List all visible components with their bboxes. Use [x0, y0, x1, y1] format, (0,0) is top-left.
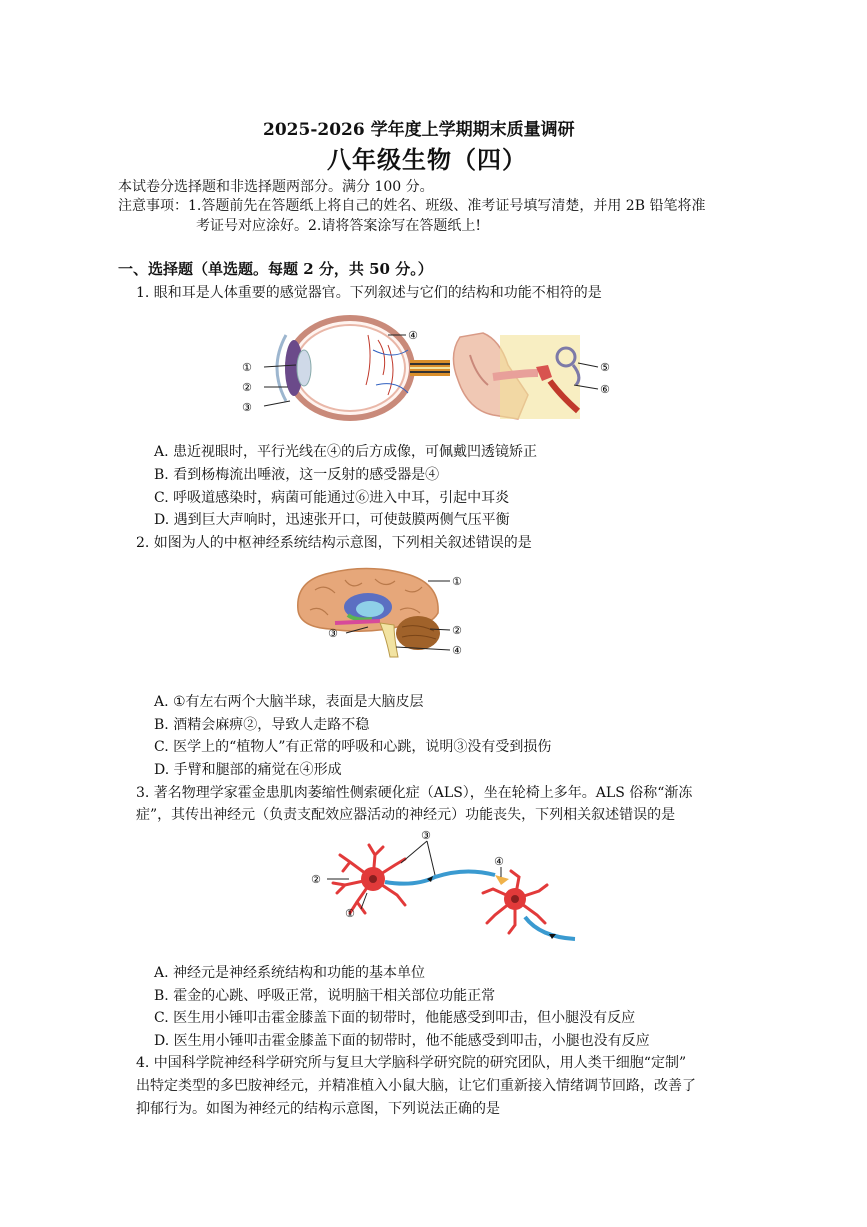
brain-label-4: ④ — [452, 644, 462, 657]
q4-stem-2: 出特定类型的多巴胺神经元，并精准植入小鼠大脑，让它们重新接入情绪调节回路，改善了 — [136, 1078, 696, 1094]
neuron-label-3: ③ — [421, 829, 431, 842]
neuron-label-1: ① — [345, 907, 355, 920]
q2-option-d: D. 手臂和腿部的痛觉在④形成 — [154, 762, 342, 778]
eye-label-1: ① — [242, 361, 252, 374]
ear-label-5: ⑤ — [600, 361, 610, 374]
neuron-figure — [305, 827, 585, 947]
q1-stem: 1. 眼和耳是人体重要的感觉器官。下列叙述与它们的结构和功能不相符的是 — [136, 285, 602, 301]
q4-stem-1: 4. 中国科学院神经科学研究所与复旦大学脑科学研究院的研究团队，用人类干细胞“定制” — [136, 1055, 687, 1071]
q2-option-b: B. 酒精会麻痹②，导致人走路不稳 — [154, 717, 370, 733]
exam-subtitle: 2025-2026 学年度上学期期末质量调研 — [263, 120, 575, 140]
neuron-label-2: ② — [311, 873, 321, 886]
eye-label-2: ② — [242, 381, 252, 394]
q4-stem-3: 抑郁行为。如图为神经元的结构示意图，下列说法正确的是 — [136, 1101, 500, 1117]
notice-line-1: 注意事项：1.答题前先在答题纸上将自己的姓名、班级、准考证号填写清楚，并用 2B 铅笔将准 — [118, 198, 706, 214]
eye-diagram — [264, 318, 450, 418]
q3-option-b: B. 霍金的心跳、呼吸正常，说明脑干相关部位功能正常 — [154, 988, 496, 1004]
brain-label-1: ① — [452, 575, 462, 588]
brain-label-3: ③ — [328, 627, 338, 640]
q3-option-a: A. 神经元是神经系统结构和功能的基本单位 — [154, 965, 426, 981]
q1-option-c: C. 呼吸道感染时，病菌可能通过⑥进入中耳，引起中耳炎 — [154, 490, 510, 506]
q3-option-d: D. 医生用小锤叩击霍金膝盖下面的韧带时，他不能感受到叩击，小腿也没有反应 — [154, 1033, 650, 1049]
q3-stem-2: 症”，其传出神经元（负责支配效应器活动的神经元）功能丧失，下列相关叙述错误的是 — [136, 807, 676, 823]
q3-stem-1: 3. 著名物理学家霍金患肌肉萎缩性侧索硬化症（ALS），坐在轮椅上多年。ALS 俗称“渐冻 — [136, 785, 693, 801]
brain-figure — [290, 565, 480, 665]
notice-line-2: 考证号对应涂好。2.请将答案涂写在答题纸上! — [196, 218, 481, 234]
q3-option-c: C. 医生用小锤叩击霍金膝盖下面的韧带时，他能感受到叩击，但小腿没有反应 — [154, 1010, 636, 1026]
eye-ear-figure — [238, 315, 628, 425]
neuron-diagram — [327, 841, 575, 939]
neuron-label-4: ④ — [494, 855, 504, 868]
q1-option-b: B. 看到杨梅流出唾液，这一反射的感受器是④ — [154, 467, 440, 483]
q2-stem: 2. 如图为人的中枢神经系统结构示意图，下列相关叙述错误的是 — [136, 535, 532, 551]
ear-label-6: ⑥ — [600, 383, 610, 396]
ear-diagram — [453, 333, 598, 419]
q1-option-a: A. 患近视眼时，平行光线在④的后方成像，可佩戴凹透镜矫正 — [154, 444, 538, 460]
brain-diagram — [298, 568, 450, 657]
eye-label-4: ④ — [408, 329, 418, 342]
q2-option-a: A. ①有左右两个大脑半球，表面是大脑皮层 — [154, 694, 424, 710]
q2-option-c: C. 医学上的“植物人”有正常的呼吸和心跳，说明③没有受到损伤 — [154, 739, 552, 755]
intro-line: 本试卷分选择题和非选择题两部分。满分 100 分。 — [118, 179, 434, 195]
exam-title: 八年级生物（四） — [327, 145, 527, 174]
q1-option-d: D. 遇到巨大声响时，迅速张开口，可使鼓膜两侧气压平衡 — [154, 512, 510, 528]
eye-label-3: ③ — [242, 401, 252, 414]
section-heading: 一、选择题（单选题。每题 2 分，共 50 分。） — [118, 260, 433, 278]
brain-label-2: ② — [452, 624, 462, 637]
